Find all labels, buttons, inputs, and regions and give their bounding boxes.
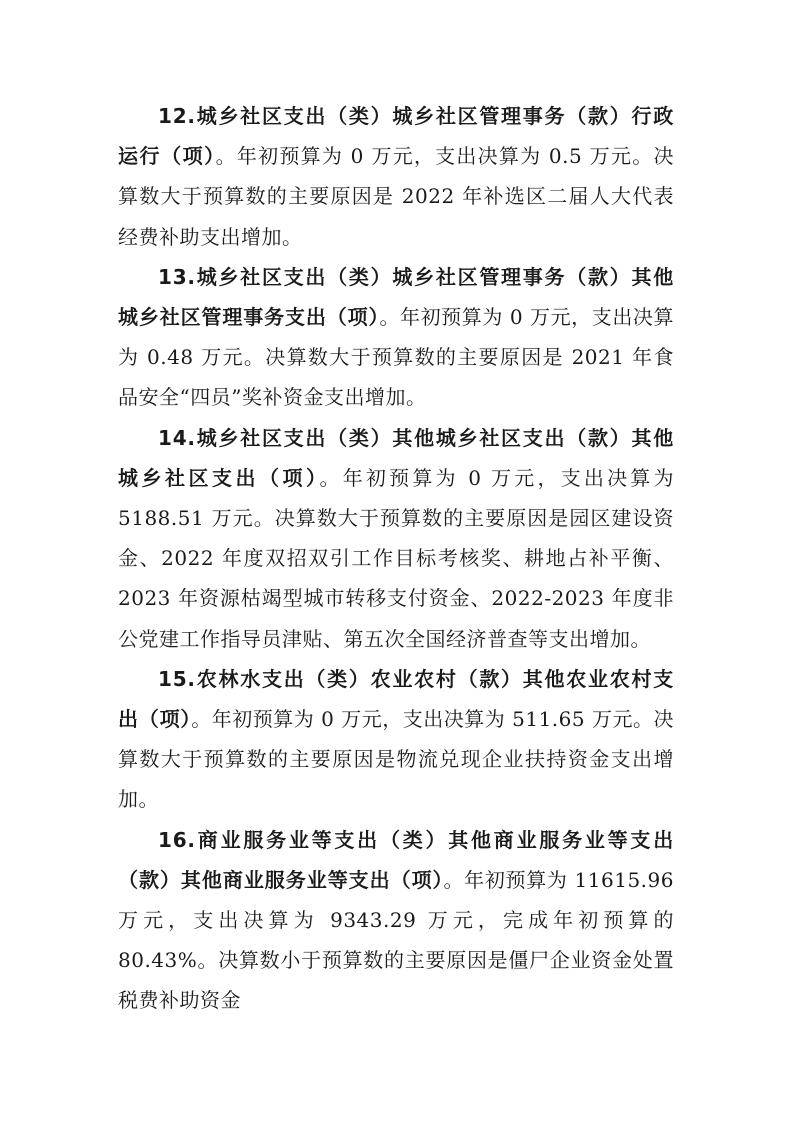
paragraph-16-body: 。年初预算为 11615.96 万元，支出决算为 9343.29 万元，完成年初预算的 80.43%。决算数小于预算数的主要原因是僵尸企业资金处置税费补助资金 xyxy=(118,867,674,1013)
paragraph-12-heading: 12.城乡社区支出（类）城乡社区管理事务（款）行政运行（项） xyxy=(118,104,674,169)
paragraph-13-body: 。年初预算为 0 万元，支出决算为 0.48 万元。决算数大于预算数的主要原因是 2021 年食品安全“四员”奖补资金支出增加。 xyxy=(118,305,674,410)
paragraph-14-heading: 14.城乡社区支出（类）其他城乡社区支出（款）其他城乡社区支出（项） xyxy=(118,425,674,490)
paragraph-16-heading: 16.商业服务业等支出（类）其他商业服务业等支出（款）其他商业服务业等支出（项） xyxy=(118,827,674,892)
paragraph-16 xyxy=(118,820,674,1021)
paragraph-12-body: 。年初预算为 0 万元，支出决算为 0.5 万元。决算数大于预算数的主要原因是 2022 年补选区二届人大代表经费补助支出增加。 xyxy=(118,144,675,249)
paragraph-12 xyxy=(118,96,674,257)
paragraph-15 xyxy=(118,659,674,820)
paragraph-14 xyxy=(118,418,674,659)
paragraph-14-body: 。年初预算为 0 万元，支出决算为 5188.51 万元。决算数大于预算数的主要原因是园区建设资金、2022 年度双招双引工作目标考核奖、耕地占补平衡、2023 年资源枯竭型城市转移支付资金、2022-2023 年度非公党建工作指导员津贴、第五次全国经济普查等支出增加。 xyxy=(118,465,674,651)
paragraph-15-body: 。年初预算为 0 万元，支出决算为 511.65 万元。决算数大于预算数的主要原因是物流兑现企业扶持资金支出增加。 xyxy=(118,707,675,812)
paragraph-15-heading: 15.农林水支出（类）农业农村（款）其他农业农村支出（项） xyxy=(118,666,674,732)
paragraph-13-heading: 13.城乡社区支出（类）城乡社区管理事务（款）其他城乡社区管理事务支出（项） xyxy=(118,264,674,330)
paragraph-13 xyxy=(118,257,674,418)
document-body xyxy=(118,96,674,1021)
